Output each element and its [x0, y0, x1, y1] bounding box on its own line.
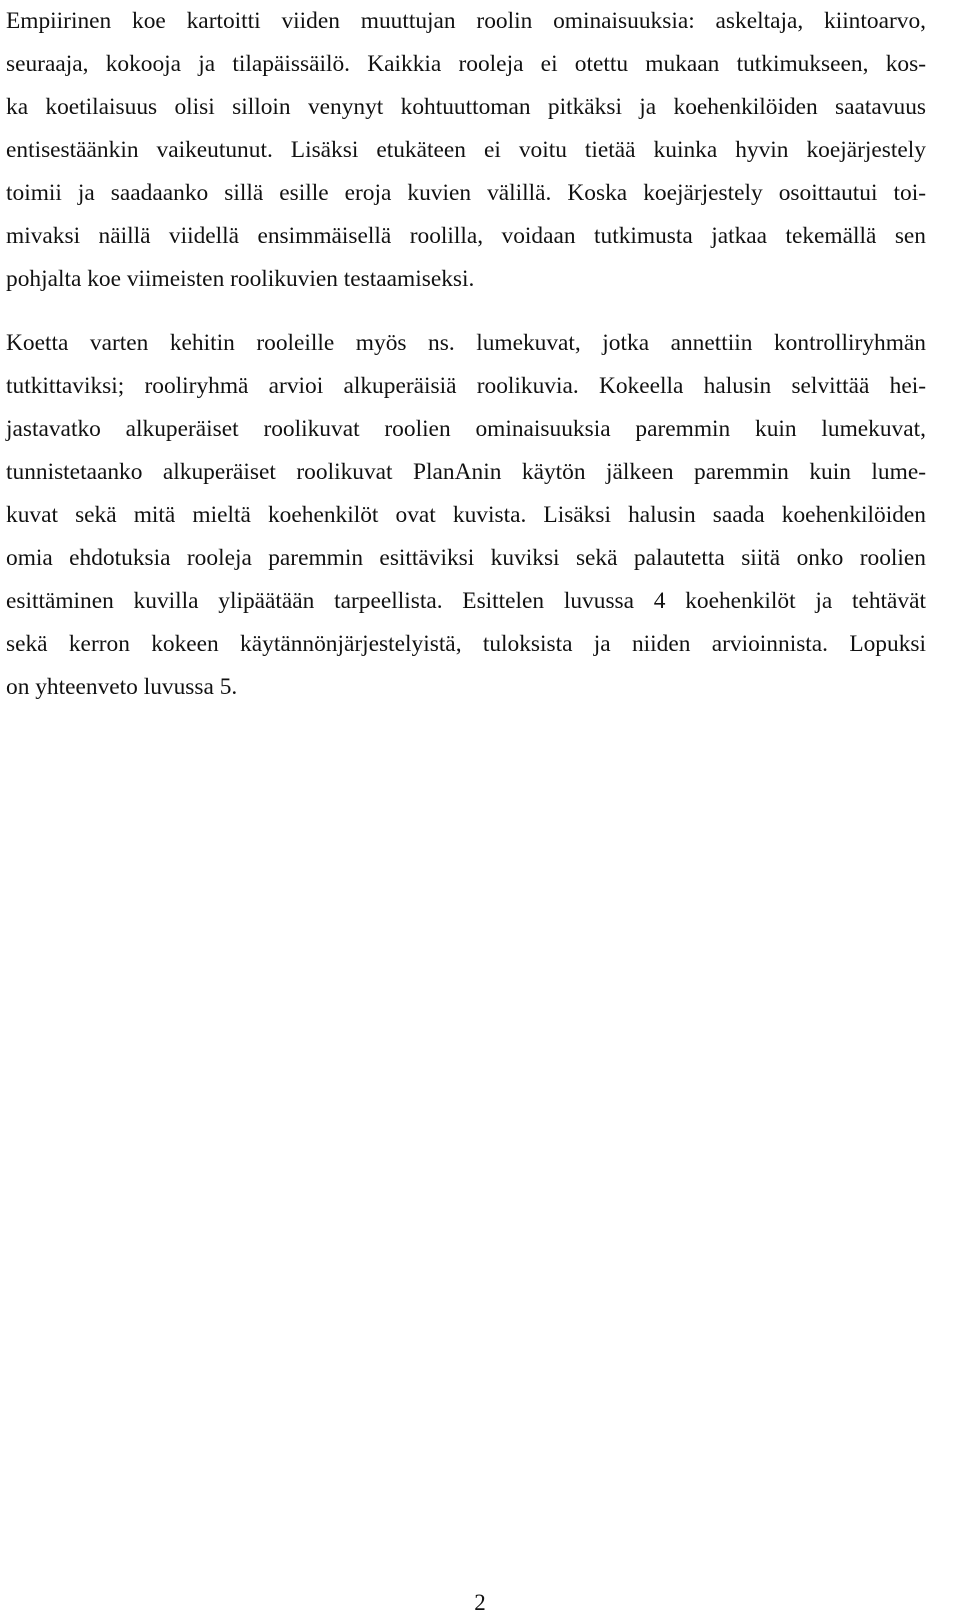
paragraph-line: mivaksi näillä viidellä ensimmäisellä roolilla, voidaan tutkimusta jatkaa tekemällä sen — [6, 223, 926, 249]
page-number: 2 — [474, 1590, 486, 1615]
paragraph-2 — [6, 322, 926, 709]
paragraph-line: sekä kerron kokeen käytännönjärjestelyistä, tuloksista ja niiden arvioinnista. Lopuksi — [6, 631, 926, 657]
paragraph-line: ka koetilaisuus olisi silloin venynyt kohtuuttoman pitkäksi ja koehenkilöiden saatavuus — [6, 94, 926, 120]
paragraph-line: esittäminen kuvilla ylipäätään tarpeellista. Esittelen luvussa 4 koehenkilöt ja tehtävät — [6, 588, 926, 614]
paragraph-line: pohjalta koe viimeisten roolikuvien testaamiseksi. — [6, 266, 475, 292]
paragraph-line: Koetta varten kehitin rooleille myös ns. lumekuvat, jotka annettiin kontrolliryhmän — [6, 330, 926, 356]
paragraph-1 — [6, 0, 926, 301]
paragraph-spacer — [6, 301, 926, 322]
paragraph-line: on yhteenveto luvussa 5. — [6, 674, 238, 700]
paragraph-line: omia ehdotuksia rooleja paremmin esittäviksi kuviksi sekä palautetta siitä onko roolien — [6, 545, 926, 571]
body-text — [6, 0, 926, 709]
paragraph-line: tutkittaviksi; rooliryhmä arvioi alkuperäisiä roolikuvia. Kokeella halusin selvittää hei- — [6, 373, 926, 399]
paragraph-line: kuvat sekä mitä mieltä koehenkilöt ovat kuvista. Lisäksi halusin saada koehenkilöiden — [6, 502, 926, 528]
paragraph-line: seuraaja, kokooja ja tilapäissäilö. Kaikkia rooleja ei otettu mukaan tutkimukseen, kos- — [6, 51, 926, 77]
paragraph-line: entisestäänkin vaikeutunut. Lisäksi etukäteen ei voitu tietää kuinka hyvin koejärjestely — [6, 137, 926, 163]
paragraph-line: Empiirinen koe kartoitti viiden muuttujan roolin ominaisuuksia: askeltaja, kiintoarvo, — [6, 8, 926, 34]
paragraph-line: tunnistetaanko alkuperäiset roolikuvat PlanAnin käytön jälkeen paremmin kuin lume- — [6, 459, 926, 485]
paragraph-line: jastavatko alkuperäiset roolikuvat roolien ominaisuuksia paremmin kuin lumekuvat, — [6, 416, 926, 442]
paragraph-line: toimii ja saadaanko sillä esille eroja kuvien välillä. Koska koejärjestely osoittautui toi- — [6, 180, 926, 206]
